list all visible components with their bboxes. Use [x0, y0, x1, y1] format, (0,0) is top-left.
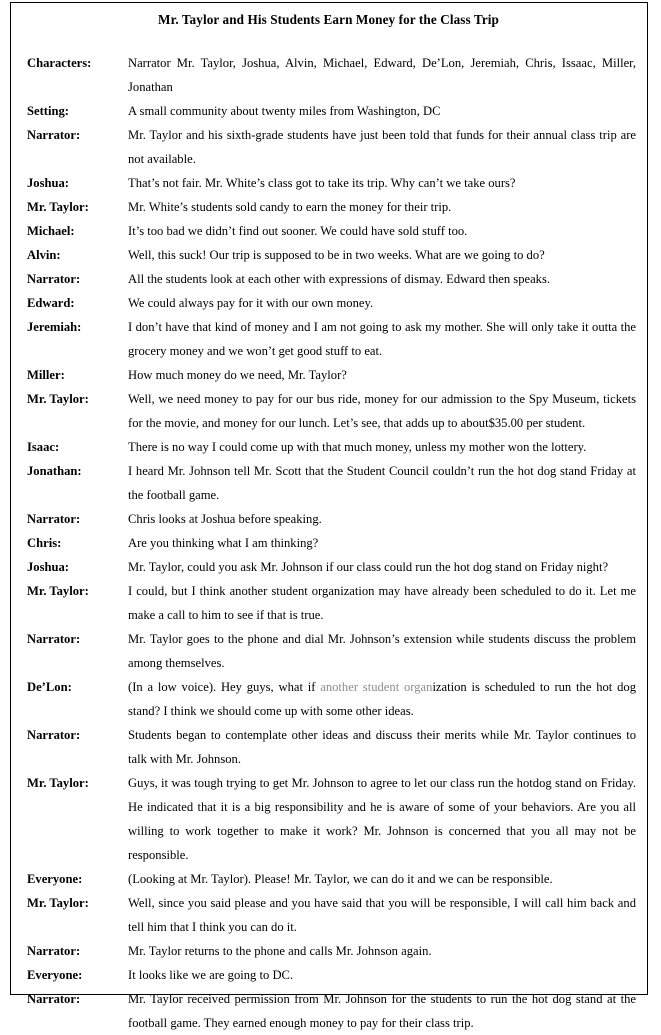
dialogue-row — [19, 627, 638, 675]
dialogue-text: Well, we need money to pay for our bus ride, money for our admission to the Spy Museum, tickets for the movie, and money for our lunch. Let’s see, that adds up to about$35.00 per student. — [128, 392, 636, 430]
dialogue-text: Well, this suck! Our trip is supposed to be in two weeks. What are we going to do? — [128, 248, 545, 262]
speaker-label: De’Lon: — [27, 680, 72, 694]
dialogue-row — [19, 315, 638, 363]
speaker-label: Jeremiah: — [27, 320, 82, 334]
dialogue-text: Are you thinking what I am thinking? — [128, 536, 319, 550]
speaker-label: Jonathan: — [27, 464, 82, 478]
speaker-label: Narrator: — [27, 728, 81, 742]
dialogue-text: I could, but I think another student organization may have already been scheduled to do it. Let me make a call to him to see if that is true. — [128, 584, 636, 622]
speaker-label: Mr. Taylor: — [27, 584, 89, 598]
dialogue-row — [19, 435, 638, 459]
dialogue-row — [19, 723, 638, 771]
page-title: Mr. Taylor and His Students Earn Money for the Class Trip — [158, 12, 499, 27]
dialogue-text: How much money do we need, Mr. Taylor? — [128, 368, 347, 382]
dialogue-row — [19, 267, 638, 291]
dialogue-row — [19, 243, 638, 267]
dialogue-row — [19, 867, 638, 891]
dialogue-row — [19, 291, 638, 315]
dialogue-text: Mr. White’s students sold candy to earn the money for their trip. — [128, 200, 452, 214]
text-fragment: (In a low voice). Hey guys, what if — [128, 680, 321, 694]
speaker-label: Mr. Taylor: — [27, 200, 89, 214]
speaker-label: Mr. Taylor: — [27, 896, 89, 910]
speaker-label: Narrator: — [27, 944, 81, 958]
dialogue-row — [19, 987, 638, 1035]
speaker-label: Narrator: — [27, 512, 81, 526]
dialogue-row — [19, 507, 638, 531]
dialogue-row — [19, 195, 638, 219]
dialogue-text — [128, 675, 638, 723]
speaker-label: Mr. Taylor: — [27, 776, 89, 790]
speaker-label: Michael: — [27, 224, 75, 238]
dialogue-text: (Looking at Mr. Taylor). Please! Mr. Taylor, we can do it and we can be responsible. — [128, 872, 553, 886]
speaker-label: Isaac: — [27, 440, 60, 454]
speaker-label: Narrator: — [27, 128, 81, 142]
speaker-label: Alvin: — [27, 248, 61, 262]
faded-text-fragment: another student organ — [320, 680, 433, 694]
speaker-label: Edward: — [27, 296, 75, 310]
speaker-label: Joshua: — [27, 176, 69, 190]
dialogue-text: I heard Mr. Johnson tell Mr. Scott that the Student Council couldn’t run the hot dog stand Friday at the football game. — [128, 464, 636, 502]
dialogue-row — [19, 51, 638, 99]
speaker-label: Characters: — [27, 56, 92, 70]
dialogue-row — [19, 171, 638, 195]
dialogue-text: Narrator Mr. Taylor, Joshua, Alvin, Michael, Edward, De’Lon, Jeremiah, Chris, Issaac, Miller, Jonathan — [128, 56, 636, 94]
dialogue-text: All the students look at each other with expressions of dismay. Edward then speaks. — [128, 272, 551, 286]
dialogue-table — [19, 51, 638, 1035]
dialogue-text: Mr. Taylor goes to the phone and dial Mr. Johnson’s extension while students discuss the problem among themselves. — [128, 632, 636, 670]
dialogue-row — [19, 939, 638, 963]
dialogue-text: Well, since you said please and you have said that you will be responsible, I will call him back and tell him that I think you can do it. — [128, 896, 636, 934]
dialogue-row — [19, 387, 638, 435]
dialogue-text: That’s not fair. Mr. White’s class got to take its trip. Why can’t we take ours? — [128, 176, 516, 190]
dialogue-row — [19, 771, 638, 867]
speaker-label: Miller: — [27, 368, 65, 382]
script-table — [10, 2, 648, 1030]
dialogue-text: Guys, it was tough trying to get Mr. Johnson to agree to let our class run the hotdog stand on Friday. He indicated that it is a big responsibility and he is aware of some of your behaviors. Are you all willing to work together to make it work? Mr. Johnson is concerned that you all may not be responsible. — [128, 776, 636, 862]
dialogue-row — [19, 459, 638, 507]
title-spacer — [19, 28, 638, 51]
dialogue-text: There is no way I could come up with that much money, unless my mother won the lottery. — [128, 440, 587, 454]
speaker-label: Everyone: — [27, 968, 83, 982]
speaker-label: Narrator: — [27, 272, 81, 286]
dialogue-row — [19, 579, 638, 627]
speaker-label: Narrator: — [27, 992, 81, 1006]
dialogue-text: Students began to contemplate other ideas and discuss their merits while Mr. Taylor continues to talk with Mr. Johnson. — [128, 728, 636, 766]
speaker-label: Narrator: — [27, 632, 81, 646]
speaker-label: Joshua: — [27, 560, 69, 574]
text-fragment: ization is scheduled to run the hot dog stand? I think we should come up with some other ideas. — [128, 680, 636, 718]
dialogue-row — [19, 963, 638, 987]
speaker-label: Setting: — [27, 104, 69, 118]
dialogue-text: Mr. Taylor and his sixth-grade students have just been told that funds for their annual class trip are not available. — [128, 128, 636, 166]
dialogue-text: We could always pay for it with our own money. — [128, 296, 374, 310]
dialogue-row — [19, 675, 638, 723]
dialogue-row — [19, 363, 638, 387]
dialogue-text: Mr. Taylor returns to the phone and calls Mr. Johnson again. — [128, 944, 432, 958]
dialogue-text: It’s too bad we didn’t find out sooner. We could have sold stuff too. — [128, 224, 468, 238]
dialogue-row — [19, 123, 638, 171]
speaker-label: Everyone: — [27, 872, 83, 886]
dialogue-text: A small community about twenty miles from Washington, DC — [128, 104, 441, 118]
dialogue-row — [19, 891, 638, 939]
dialogue-rows — [19, 51, 638, 1035]
dialogue-row — [19, 99, 638, 123]
dialogue-text: I don’t have that kind of money and I am not going to ask my mother. She will only take it outta the grocery money and we won’t get good stuff to eat. — [128, 320, 636, 358]
dialogue-text: It looks like we are going to DC. — [128, 968, 294, 982]
speaker-label: Mr. Taylor: — [27, 392, 89, 406]
dialogue-row — [19, 219, 638, 243]
speaker-label: Chris: — [27, 536, 62, 550]
dialogue-row — [19, 531, 638, 555]
dialogue-text: Mr. Taylor, could you ask Mr. Johnson if our class could run the hot dog stand on Friday night? — [128, 560, 609, 574]
dialogue-text: Mr. Taylor received permission from Mr. Johnson for the students to run the hot dog stand at the football game. They earned enough money to pay for their class trip. — [128, 992, 636, 1030]
dialogue-text: Chris looks at Joshua before speaking. — [128, 512, 322, 526]
dialogue-row — [19, 555, 638, 579]
